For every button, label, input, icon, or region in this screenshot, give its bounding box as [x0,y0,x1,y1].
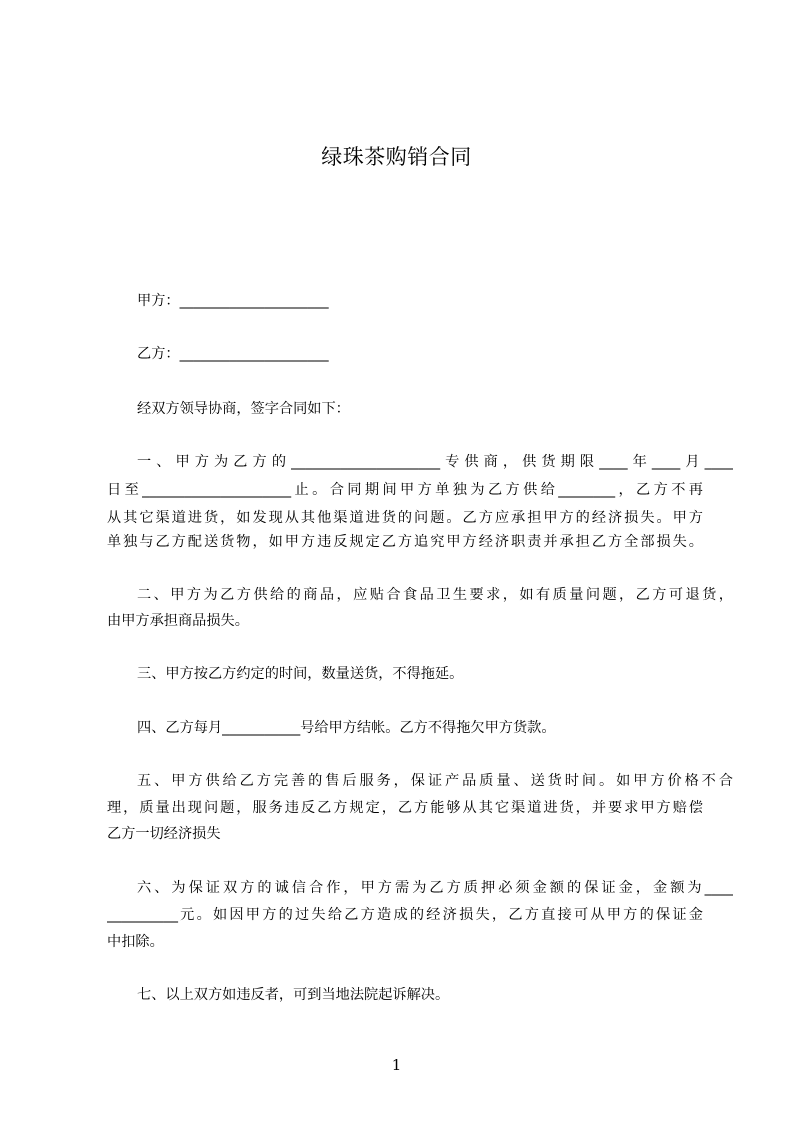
clause-2-line: 二、甲方为乙方供给的商品，应贴合食品卫生要求，如有质量问题，乙方可退货， [137,587,733,603]
clause-5-line: 乙方一切经济损失 [107,826,221,842]
clause-1-line: 单独与乙方配送货物，如甲方违反规定乙方追究甲方经济职责并承担乙方全部损失。 [107,534,703,550]
clause-6-line: __________元。如因甲方的过失给乙方造成的经济损失，乙方直接可从甲方的保证金 [107,907,703,923]
document-title: 绿珠茶购销合同 [321,145,472,169]
clause-7-text: 七、以上双方如违反者，可到当地法院起诉解决。 [137,987,450,1003]
clause-1-line: 日至_____________________止。合同期间甲方单独为乙方供给________，乙方不再 [107,482,703,498]
party-b-line: 乙方：_____________________ [137,346,329,362]
clause-5-line: 五、甲方供给乙方完善的售后服务，保证产品质量、送货时间。如甲方价格不合 [137,773,733,789]
intro-text: 经双方领导协商，签字合同如下： [137,401,350,417]
clause-3-text: 三、甲方按乙方约定的时间，数量送货，不得拖延。 [137,666,464,682]
clause-6-line: 六、为保证双方的诚信合作，甲方需为乙方质押必须金额的保证金，金额为____ [137,880,733,896]
clause-2-line: 由甲方承担商品损失。 [107,613,249,629]
party-a-line: 甲方：_____________________ [137,293,329,309]
clause-5-line: 理，质量出现问题，服务违反乙方规定，乙方能够从其它渠道进货，并要求甲方赔偿 [107,800,703,816]
clause-1-line: 一、甲方为乙方的_____________________专供商，供货期限____年____月____ [137,454,733,470]
clause-1-line: 从其它渠道进货，如发现从其他渠道进货的问题。乙方应承担甲方的经济损失。甲方 [107,510,703,526]
page-number: 1 [391,1056,402,1074]
clause-6-line: 中扣除。 [107,934,164,950]
clause-4-text: 四、乙方每月___________号给甲方结帐。乙方不得拖欠甲方货款。 [137,720,556,736]
